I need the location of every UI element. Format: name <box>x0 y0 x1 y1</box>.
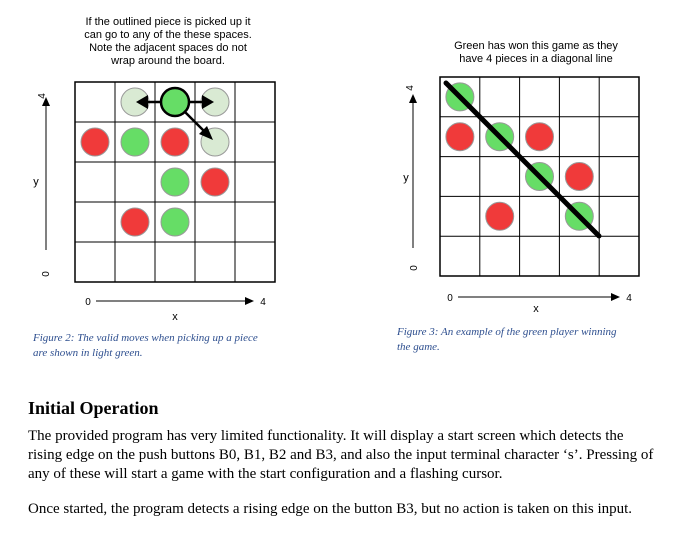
figure-3-annotation-line: Green has won this game as they <box>454 40 618 52</box>
figure-2-annotation-line: can go to any of the these spaces. <box>84 29 252 41</box>
red-piece <box>526 123 554 151</box>
figure-2-y-min-label: 0 <box>41 271 52 277</box>
figure-3-y-axis <box>403 85 420 271</box>
figure-2-annotation-line: Note the adjacent spaces do not <box>89 42 247 54</box>
figure-2-caption-line: are shown in light green. <box>33 347 143 359</box>
figure-2-caption <box>33 331 293 361</box>
figure-2-y-axis <box>33 93 52 277</box>
figure-2-caption-line: Figure 2: The valid moves when picking up a piece <box>33 332 258 344</box>
figure-2-annotation-line: wrap around the board. <box>111 55 225 67</box>
figure-2-x-axis <box>85 297 266 323</box>
figure-2-x-axis-label: x <box>172 311 178 323</box>
section-heading: Initial Operation <box>28 398 159 418</box>
figure-2-x-min-label: 0 <box>85 297 91 308</box>
figure-3-x-axis-label: x <box>533 303 539 315</box>
figure-3-diagram <box>380 0 692 325</box>
green-piece <box>161 168 189 196</box>
figure-3-annotation <box>454 40 618 65</box>
figure-3-y-axis-label: y <box>403 172 409 184</box>
figure-2-y-max-label: 4 <box>37 93 48 99</box>
winning-diagonal-line <box>446 83 599 236</box>
figure-2-x-max-label: 4 <box>260 297 266 308</box>
red-piece <box>81 128 109 156</box>
figure-3-caption <box>397 325 677 355</box>
figure-2-y-axis-label: y <box>33 176 39 188</box>
figure-3-annotation-line: have 4 pieces in a diagonal line <box>459 53 613 65</box>
figure-2-diagram <box>0 0 330 325</box>
figure-3-y-max-label: 4 <box>405 85 416 91</box>
figure-2-annotation-line: If the outlined piece is picked up it <box>85 16 251 28</box>
figure-3-caption-line: Figure 3: An example of the green player winning <box>397 326 617 338</box>
red-piece <box>161 128 189 156</box>
body-paragraph: The provided program has very limited functionality. It will display a start screen which detects the rising edge on the push buttons B0, B1, B2 and B3, and also the input terminal character ‘s’. Pressing of any of these will start a game with the start configuration and a flashing cursor. <box>28 428 654 482</box>
green-piece <box>161 208 189 236</box>
red-piece <box>121 208 149 236</box>
red-piece <box>446 123 474 151</box>
figure-3-x-min-label: 0 <box>447 293 453 304</box>
red-piece <box>201 168 229 196</box>
red-piece <box>486 202 514 230</box>
figure-3-caption-line: the game. <box>397 341 440 353</box>
figure-3-x-max-label: 4 <box>626 293 632 304</box>
figure-3-y-min-label: 0 <box>409 265 420 271</box>
body-paragraph: Once started, the program detects a rising edge on the button B3, but no action is taken on this input. <box>28 501 633 517</box>
figure-2-annotation <box>84 16 252 67</box>
green-piece <box>121 128 149 156</box>
figure-3-x-axis <box>447 293 632 315</box>
red-piece <box>565 163 593 191</box>
